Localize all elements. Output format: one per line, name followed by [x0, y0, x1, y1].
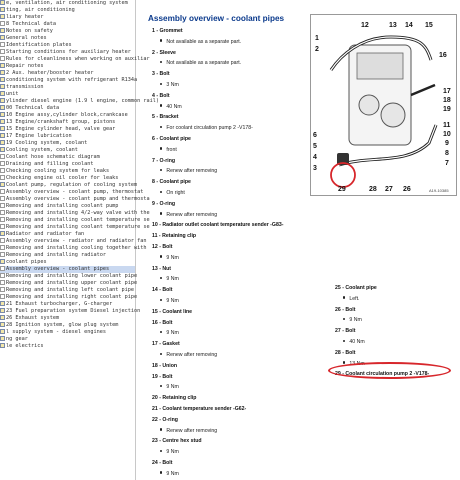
- tree-item-label: Coolant hose schematic diagram: [6, 154, 100, 160]
- part-detail: [160, 190, 185, 196]
- part-detail: [160, 147, 177, 153]
- part-label: 29 - Coolant circulation pump 2 -V178-: [335, 371, 430, 378]
- svg-text:13: 13: [389, 22, 397, 29]
- tree-item[interactable]: [0, 245, 147, 252]
- part-label: 23 - Centre hex stud: [152, 438, 202, 445]
- part-label: 1 - Grommet: [152, 28, 183, 34]
- part-detail-text: Left.: [349, 295, 360, 302]
- svg-text:9: 9: [445, 140, 449, 147]
- tree-item[interactable]: [0, 182, 138, 189]
- page-icon: [0, 161, 5, 166]
- tree-item-label: Removing and installing right coolant pipe: [6, 294, 138, 300]
- tree-item-label: 8 Technical data: [6, 21, 56, 27]
- part-detail-text: 13 Nm: [349, 360, 365, 367]
- tree-item-label: Removing and installing left coolant pipe: [6, 287, 135, 293]
- bullet-icon: [160, 331, 162, 333]
- tree-item[interactable]: [0, 21, 135, 28]
- engine-exploded-view: [311, 15, 456, 195]
- tree-item-label: Checking cooling system for leaks: [6, 168, 110, 174]
- tree-item[interactable]: [0, 7, 135, 14]
- tree-item[interactable]: [0, 301, 135, 308]
- page-icon: [0, 217, 5, 222]
- page-icon: [0, 266, 5, 271]
- svg-text:10: 10: [443, 131, 451, 138]
- folder-icon: [0, 112, 5, 117]
- tree-item[interactable]: [0, 84, 135, 91]
- tree-item-label: transmission: [6, 84, 44, 90]
- tree-item-label: Removing and installing coolant temperature se: [6, 217, 150, 223]
- page-icon: [0, 252, 5, 257]
- bullet-icon: [160, 428, 162, 430]
- part-detail: [343, 296, 360, 302]
- tree-item[interactable]: [0, 294, 138, 301]
- svg-text:18: 18: [443, 97, 451, 104]
- tree-item[interactable]: [0, 91, 135, 98]
- svg-text:28: 28: [369, 186, 377, 193]
- tree-item[interactable]: [0, 140, 135, 147]
- svg-text:11: 11: [443, 122, 451, 129]
- svg-text:8: 8: [445, 150, 449, 157]
- tree-item[interactable]: [0, 133, 135, 140]
- page-icon: [0, 210, 5, 215]
- bullet-icon: [160, 169, 162, 171]
- folder-icon: [0, 133, 5, 138]
- bullet-icon: [160, 277, 162, 279]
- part-detail: [160, 255, 179, 261]
- folder-icon: [0, 0, 5, 5]
- tree-item[interactable]: [0, 168, 135, 175]
- tree-item-label: l supply system - diesel engines: [6, 329, 106, 335]
- svg-text:15: 15: [425, 22, 433, 29]
- tree-item-label: Draining and filling coolant: [6, 161, 94, 167]
- tree-item-label: Radiator and radiator fan: [6, 231, 85, 237]
- tree-item-label: Coolant pump, regulation of cooling system: [6, 182, 138, 188]
- svg-text:27: 27: [385, 186, 393, 193]
- page-icon: [0, 287, 5, 292]
- tree-item[interactable]: [0, 252, 135, 259]
- tree-item-label: General notes: [6, 35, 47, 41]
- page-icon: [0, 294, 5, 299]
- folder-icon: [0, 7, 5, 12]
- coolant-pipes-diagram: [310, 14, 457, 196]
- part-label: 8 - Coolant pipe: [152, 179, 191, 186]
- tree-item-label: Removing and installing coolant pump: [6, 203, 119, 209]
- part-detail-text: Not available as a separate part.: [166, 38, 242, 45]
- coolant-pipe-right: [411, 85, 435, 95]
- tree-item[interactable]: [0, 49, 135, 56]
- tree-item-label: Assembly overview - coolant pump, thermostat: [6, 189, 144, 195]
- tree-item[interactable]: [0, 217, 150, 224]
- tree-item-label: Checking engine oil cooler for leaks: [6, 175, 119, 181]
- pulley: [359, 95, 379, 115]
- diagram-ref: A19-10385: [429, 188, 449, 193]
- part-label: 27 - Bolt: [335, 328, 356, 335]
- folder-icon: [0, 91, 5, 96]
- part-detail-text: On right: [166, 190, 185, 196]
- bullet-icon: [343, 340, 345, 342]
- tree-item-label: 28 Ignition system, glow plug system: [6, 322, 119, 328]
- folder-icon: [0, 315, 5, 320]
- part-detail: [160, 298, 179, 304]
- part-detail-text: 40 Nm: [166, 103, 182, 110]
- part-detail-text: 3 Nm: [166, 82, 179, 88]
- tree-item[interactable]: [0, 70, 135, 77]
- tree-item-label: Rules for cleanliness when working on auxiliar: [6, 56, 150, 62]
- tree-item[interactable]: [0, 77, 138, 84]
- tree-item[interactable]: [0, 56, 150, 63]
- part-label: 11 - Retaining clip: [152, 233, 197, 240]
- tree-item[interactable]: [0, 231, 135, 238]
- folder-icon: [0, 14, 5, 19]
- tree-item[interactable]: [0, 175, 135, 182]
- bullet-icon: [160, 471, 162, 473]
- navigation-tree: [0, 0, 160, 480]
- folder-icon: [0, 301, 5, 306]
- tree-item[interactable]: [0, 0, 135, 7]
- part-label: 20 - Retaining clip: [152, 395, 197, 402]
- page-icon: [0, 154, 5, 159]
- page-title: Assembly overview - coolant pipes: [148, 14, 285, 23]
- folder-icon: [0, 182, 5, 187]
- svg-text:16: 16: [439, 52, 447, 59]
- tree-item[interactable]: [0, 203, 135, 210]
- part-label: 17 - Gasket: [152, 341, 180, 348]
- part-detail: [160, 104, 182, 110]
- tree-item[interactable]: [0, 126, 135, 133]
- tree-item[interactable]: [0, 189, 144, 196]
- part-detail-text: Renew after removing: [166, 168, 218, 175]
- part-detail-text: 40 Nm: [349, 339, 365, 345]
- part-label: 6 - Coolant pipe: [152, 136, 191, 142]
- tree-item-label: Removing and installing coolant temperature se: [6, 224, 150, 230]
- folder-icon: [0, 35, 5, 40]
- folder-icon: [0, 126, 5, 131]
- folder-icon: [0, 322, 5, 327]
- folder-icon: [0, 28, 5, 33]
- svg-text:1: 1: [315, 35, 319, 42]
- page-icon: [0, 49, 5, 54]
- cylinder-head: [357, 53, 403, 79]
- part-detail: [160, 330, 179, 336]
- part-detail-text: Renew after removing: [166, 427, 218, 434]
- tree-item-label: 19 Cooling system, coolant: [6, 140, 88, 146]
- part-label: 21 - Coolant temperature sender -G62-: [152, 406, 247, 412]
- content-pane: [140, 0, 458, 480]
- page-icon: [0, 189, 5, 194]
- folder-icon: [0, 343, 5, 348]
- bullet-icon: [160, 353, 162, 355]
- part-detail-text: 9 Nm: [166, 298, 179, 304]
- svg-text:3: 3: [313, 165, 317, 172]
- page-icon: [0, 175, 5, 180]
- part-detail: [160, 384, 179, 390]
- part-detail-text: 9 Nm: [166, 384, 179, 391]
- tree-item-label: conditioning system with refrigerant R134a: [6, 77, 138, 83]
- tree-item-label: 23 Fuel preparation system Diesel injection: [6, 308, 141, 314]
- part-detail-text: 9 Nm: [349, 317, 362, 324]
- tree-item-label: Identification plates: [6, 42, 72, 48]
- tree-item-label: Removing and installing 4/2-way valve with the: [6, 210, 150, 216]
- page-icon: [0, 168, 5, 173]
- tree-item-label: ng gear: [6, 336, 28, 342]
- part-detail: [160, 449, 179, 455]
- tree-item[interactable]: [0, 105, 135, 112]
- bullet-icon: [343, 361, 345, 363]
- part-detail: [160, 276, 179, 282]
- folder-icon: [0, 63, 5, 68]
- page-icon: [0, 245, 5, 250]
- tree-item-label: 2 Aux. heater/booster heater: [6, 70, 94, 76]
- part-label: 24 - Bolt: [152, 460, 173, 466]
- bullet-icon: [160, 126, 162, 128]
- tree-item-label: 26 Exhaust system: [6, 315, 60, 321]
- svg-text:14: 14: [405, 22, 413, 29]
- part-detail-text: Renew after removing: [166, 352, 218, 358]
- bullet-icon: [160, 147, 162, 149]
- part-detail: [160, 352, 217, 358]
- tree-item-label: Assembly overview - coolant pipes: [6, 266, 110, 272]
- tree-item-label: Removing and installing cooling together with: [6, 245, 147, 251]
- tree-item[interactable]: [0, 112, 135, 119]
- folder-icon: [0, 329, 5, 334]
- tree-item-label: 15 Engine cylinder head, valve gear: [6, 126, 116, 132]
- tree-item[interactable]: [0, 210, 150, 217]
- bullet-icon: [160, 61, 162, 63]
- svg-text:7: 7: [445, 160, 449, 167]
- part-detail-text: 9 Nm: [166, 276, 179, 283]
- folder-icon: [0, 140, 5, 145]
- svg-text:2: 2: [315, 46, 319, 53]
- bullet-icon: [160, 299, 162, 301]
- svg-text:26: 26: [403, 186, 411, 193]
- folder-icon: [0, 259, 5, 264]
- tree-item-label: coolant pipes: [6, 259, 47, 265]
- tree-item[interactable]: [0, 273, 138, 280]
- folder-icon: [0, 336, 5, 341]
- tree-item-label: Cooling system, coolant: [6, 147, 78, 153]
- page-icon: [0, 196, 5, 201]
- tree-item-label: Removing and installing lower coolant pipe: [6, 273, 138, 279]
- part-label: 19 - Bolt: [152, 373, 173, 380]
- tree-item[interactable]: [0, 154, 135, 161]
- tree-item[interactable]: [0, 287, 135, 294]
- part-label: 4 - Bolt: [152, 92, 170, 99]
- folder-icon: [0, 98, 5, 103]
- folder-icon: [0, 231, 5, 236]
- pulley-2: [381, 103, 405, 127]
- bullet-icon: [160, 212, 162, 214]
- folder-icon: [0, 84, 5, 89]
- part-detail-text: 9 Nm: [166, 470, 179, 477]
- tree-item[interactable]: [0, 35, 135, 42]
- page-icon: [0, 21, 5, 26]
- tree-item[interactable]: [0, 280, 138, 287]
- page-icon: [0, 203, 5, 208]
- tree-item-label: 00 Technical data: [6, 105, 60, 111]
- part-detail-text: 9 Nm: [166, 254, 179, 261]
- part-label: 16 - Bolt: [152, 319, 173, 326]
- tree-item[interactable]: [0, 161, 135, 168]
- tree-item[interactable]: [0, 28, 135, 35]
- tree-item[interactable]: [0, 14, 135, 21]
- tree-item[interactable]: [0, 224, 150, 231]
- part-label: 12 - Bolt: [152, 244, 173, 250]
- bullet-icon: [160, 104, 162, 106]
- folder-icon: [0, 77, 5, 82]
- tree-item[interactable]: [0, 308, 141, 315]
- part-label: 7 - O-ring: [152, 157, 176, 164]
- bullet-icon: [343, 296, 345, 298]
- svg-text:6: 6: [313, 132, 317, 139]
- part-detail: [160, 60, 241, 66]
- tree-item-label: le electrics: [6, 343, 44, 349]
- bullet-icon: [160, 39, 162, 41]
- page-icon: [0, 280, 5, 285]
- tree-item[interactable]: [0, 196, 150, 203]
- bullet-icon: [160, 255, 162, 257]
- part-detail-text: Renew after removing: [166, 211, 218, 218]
- tree-item-label: Starting conditions for auxiliary heater: [6, 49, 131, 55]
- tree-item-label: ylinder diesel engine (1.9 l engine, common rail): [6, 98, 160, 104]
- svg-text:5: 5: [313, 143, 317, 150]
- part-label: 10 - Radiator outlet coolant temperature sender -G83-: [152, 222, 284, 229]
- tree-item-label: e, ventilation, air conditioning system: [6, 0, 128, 6]
- tree-item[interactable]: [0, 147, 135, 154]
- tree-item[interactable]: [0, 336, 135, 343]
- page-icon: [0, 238, 5, 243]
- svg-text:19: 19: [443, 106, 451, 113]
- part-label: 15 - Coolant line: [152, 308, 193, 315]
- tree-item-label: Notes on safety: [6, 28, 53, 34]
- part-detail-text: Not available as a separate part.: [166, 60, 242, 67]
- svg-text:17: 17: [443, 88, 451, 95]
- part-label: 22 - O-ring: [152, 416, 178, 423]
- bullet-icon: [160, 191, 162, 193]
- page-icon: [0, 224, 5, 229]
- bullet-icon: [160, 450, 162, 452]
- tree-item-label: Repair notes: [6, 63, 44, 69]
- page-icon: [0, 273, 5, 278]
- folder-icon: [0, 308, 5, 313]
- tree-item-label: Removing and installing radiator: [6, 252, 106, 258]
- part-detail: [160, 212, 217, 218]
- tree-item[interactable]: [0, 259, 135, 266]
- tree-item-label: Assembly overview - coolant pump and thermosta: [6, 196, 150, 202]
- bullet-icon: [343, 318, 345, 320]
- part-detail: [343, 339, 365, 345]
- part-label: 26 - Bolt: [335, 306, 356, 313]
- bullet-icon: [160, 83, 162, 85]
- tree-item-label: 21 Exhaust turbocharger, G-charger: [6, 301, 113, 307]
- part-detail: [343, 317, 362, 323]
- part-label: 14 - Bolt: [152, 287, 173, 294]
- tree-item[interactable]: [0, 238, 147, 245]
- tree-item-label: ting, air conditioning: [6, 7, 75, 13]
- part-label: 25 - Coolant pipe: [335, 285, 377, 291]
- tree-item-label: 10 Engine assy,cylinder block,crankcase: [6, 112, 128, 118]
- part-label: 13 - Nut: [152, 265, 172, 272]
- part-detail: [160, 428, 217, 434]
- tree-item[interactable]: [0, 42, 135, 49]
- part-label: 3 - Bolt: [152, 71, 170, 78]
- svg-text:29: 29: [338, 186, 346, 193]
- tree-item-label: Removing and installing upper coolant pipe: [6, 280, 138, 286]
- part-detail: [160, 125, 253, 131]
- highlight-ellipse: [328, 362, 451, 379]
- part-detail: [160, 82, 179, 88]
- tree-item[interactable]: [0, 315, 135, 322]
- part-detail-text: 9 Nm: [166, 449, 179, 456]
- tree-item[interactable]: [0, 329, 135, 336]
- part-label: 2 - Sleeve: [152, 49, 176, 56]
- part-label: 18 - Union: [152, 362, 178, 369]
- tree-item[interactable]: [0, 119, 135, 126]
- part-label: 9 - O-ring: [152, 200, 176, 207]
- page-icon: [0, 56, 5, 61]
- tree-item[interactable]: [0, 266, 135, 273]
- part-detail-text: front: [166, 146, 177, 153]
- part-detail: [160, 168, 217, 174]
- tree-item-label: unit: [6, 91, 19, 97]
- part-detail: [160, 471, 179, 477]
- part-label: 28 - Bolt: [335, 349, 356, 356]
- tree-item-label: 17 Engine lubrication: [6, 133, 72, 139]
- svg-text:12: 12: [361, 22, 369, 29]
- page-icon: [0, 42, 5, 47]
- tree-item-label: Assembly overview - radiator and radiator fan: [6, 238, 147, 244]
- tree-item[interactable]: [0, 63, 135, 70]
- folder-icon: [0, 105, 5, 110]
- svg-text:4: 4: [313, 154, 317, 161]
- tree-item-label: liary heater: [6, 14, 44, 20]
- tree-item-label: 13 Engine/crankshaft group, pistons: [6, 119, 116, 125]
- folder-icon: [0, 70, 5, 75]
- part-detail-text: For coolant circulation pump 2 -V178-: [166, 125, 253, 132]
- part-detail-text: 9 Nm: [166, 330, 179, 337]
- part-label: 5 - Bracket: [152, 114, 179, 121]
- pump-highlight-circle: [331, 163, 355, 187]
- tree-item[interactable]: [0, 322, 135, 329]
- tree-item[interactable]: [0, 98, 160, 105]
- tree-item[interactable]: [0, 343, 135, 350]
- bullet-icon: [160, 385, 162, 387]
- folder-icon: [0, 147, 5, 152]
- folder-icon: [0, 119, 5, 124]
- part-detail: [160, 39, 241, 45]
